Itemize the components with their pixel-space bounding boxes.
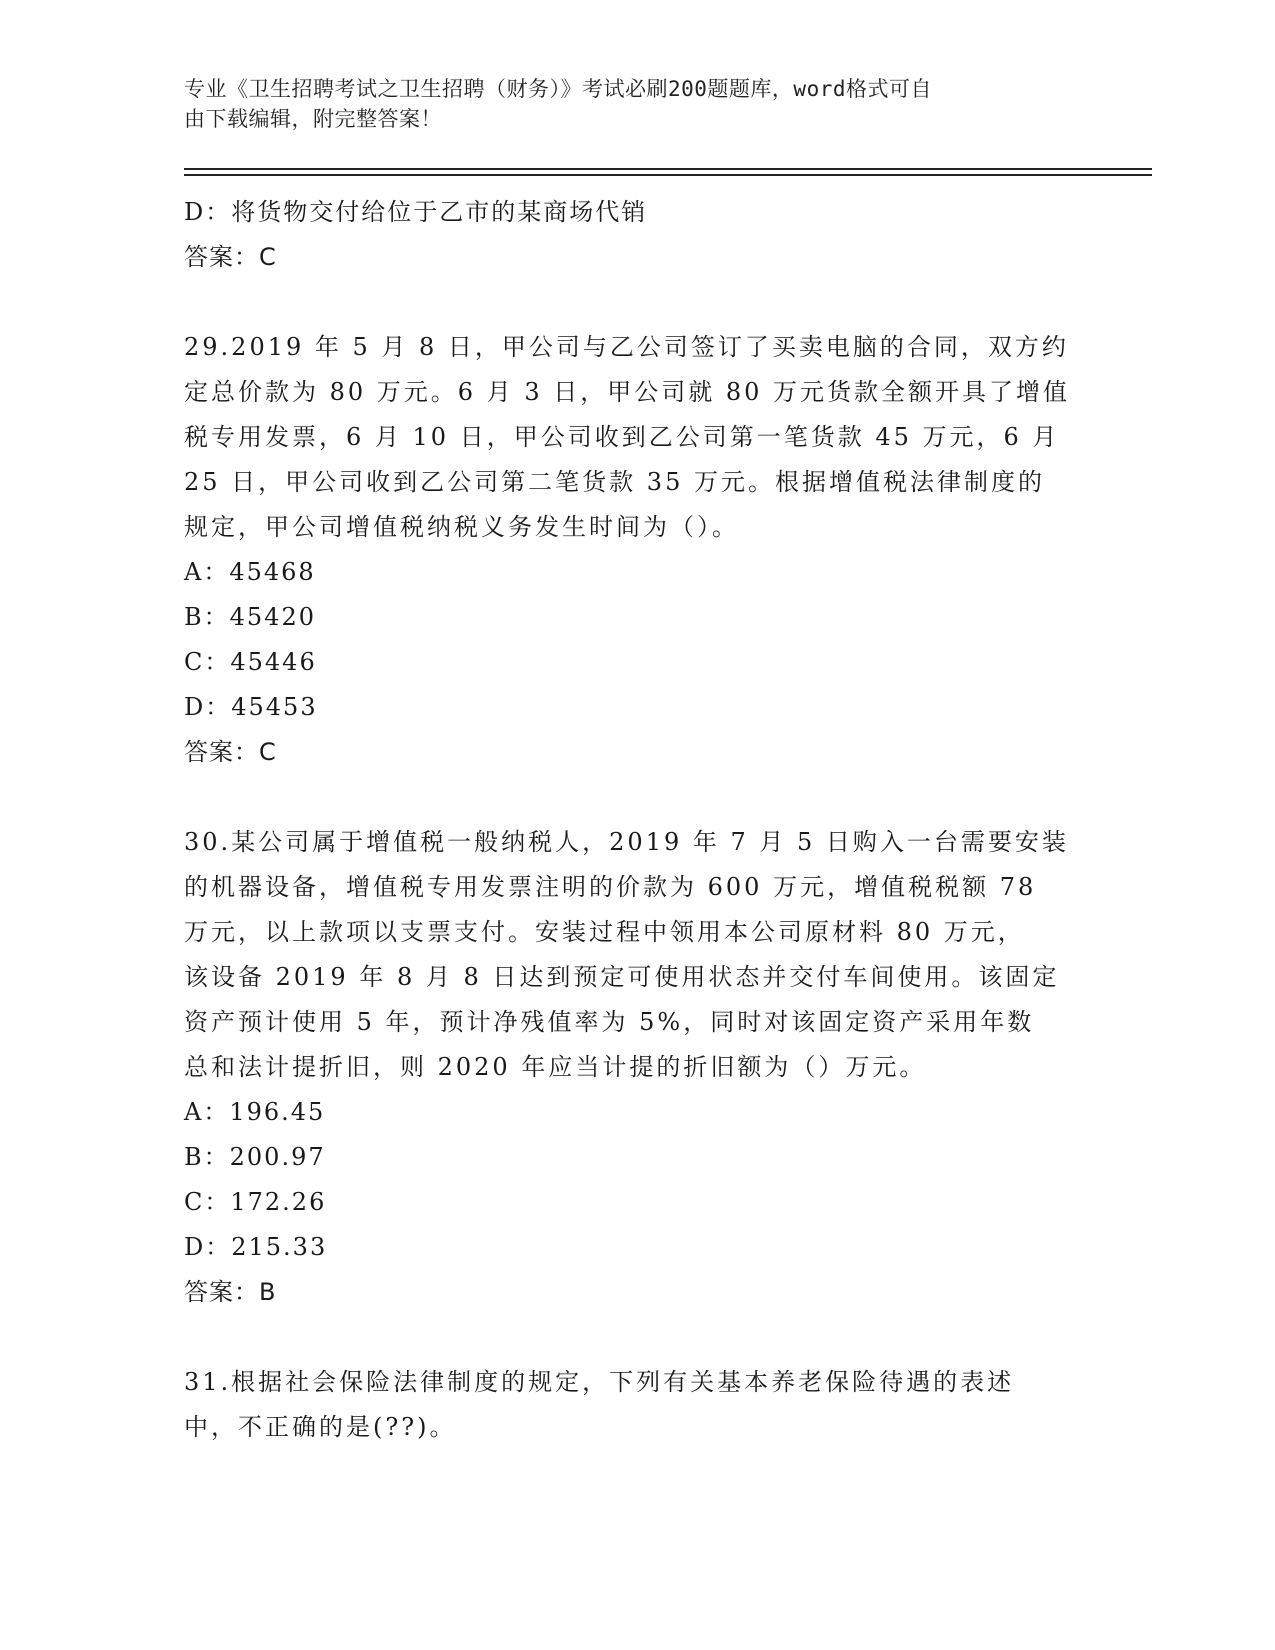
question-text-line: 规定，甲公司增值税纳税义务发生时间为（）。 — [184, 513, 739, 541]
answer-line: 答案：B — [184, 1278, 277, 1306]
option-c: C：45446 — [184, 648, 317, 676]
answer-line: 答案：C — [184, 243, 277, 271]
document-header — [184, 74, 1064, 134]
option-b: B：200.97 — [184, 1143, 326, 1171]
question-text-line: 25 日，甲公司收到乙公司第二笔货款 35 万元。根据增值税法律制度的 — [184, 468, 1045, 496]
option-c: C：172.26 — [184, 1188, 327, 1216]
option-d: D：215.33 — [184, 1233, 328, 1261]
question-31 — [184, 1360, 1084, 1450]
header-divider-bottom — [184, 174, 1152, 176]
option-d: D：将货物交付给位于乙市的某商场代销 — [184, 198, 648, 226]
option-a: A：196.45 — [184, 1098, 326, 1126]
question-text-line: 中，不正确的是(??)。 — [184, 1413, 457, 1441]
header-divider-top — [184, 168, 1152, 170]
question-text-line: 29.2019 年 5 月 8 日，甲公司与乙公司签订了买卖电脑的合同，双方约 — [184, 333, 1069, 361]
answer-line: 答案：C — [184, 738, 277, 766]
option-d: D：45453 — [184, 693, 318, 721]
question-text-line: 该设备 2019 年 8 月 8 日达到预定可使用状态并交付车间使用。该固定 — [184, 963, 1060, 991]
question-30 — [184, 820, 1084, 1315]
question-text-line: 的机器设备，增值税专用发票注明的价款为 600 万元，增值税税额 78 — [184, 873, 1037, 901]
previous-question-tail — [184, 190, 1084, 280]
question-text-line: 总和法计提折旧，则 2020 年应当计提的折旧额为（）万元。 — [184, 1053, 927, 1081]
header-line-2: 由下载编辑，附完整答案！ — [184, 107, 442, 131]
question-text-line: 万元，以上款项以支票支付。安装过程中领用本公司原材料 80 万元， — [184, 918, 1025, 946]
question-text-line: 30.某公司属于增值税一般纳税人，2019 年 7 月 5 日购入一台需要安装 — [184, 828, 1069, 856]
document-body — [184, 190, 1084, 1450]
question-29 — [184, 325, 1084, 775]
question-text-line: 税专用发票，6 月 10 日，甲公司收到乙公司第一笔货款 45 万元，6 月 — [184, 423, 1060, 451]
header-line-1: 专业《卫生招聘考试之卫生招聘（财务）》考试必刷200题题库，word格式可自 — [184, 77, 932, 101]
option-b: B：45420 — [184, 603, 316, 631]
question-text-line: 资产预计使用 5 年，预计净残值率为 5%，同时对该固定资产采用年数 — [184, 1008, 1035, 1036]
option-a: A：45468 — [184, 558, 316, 586]
question-text-line: 定总价款为 80 万元。6 月 3 日，甲公司就 80 万元货款全额开具了增值 — [184, 378, 1071, 406]
question-text-line: 31.根据社会保险法律制度的规定，下列有关基本养老保险待遇的表述 — [184, 1368, 1015, 1396]
